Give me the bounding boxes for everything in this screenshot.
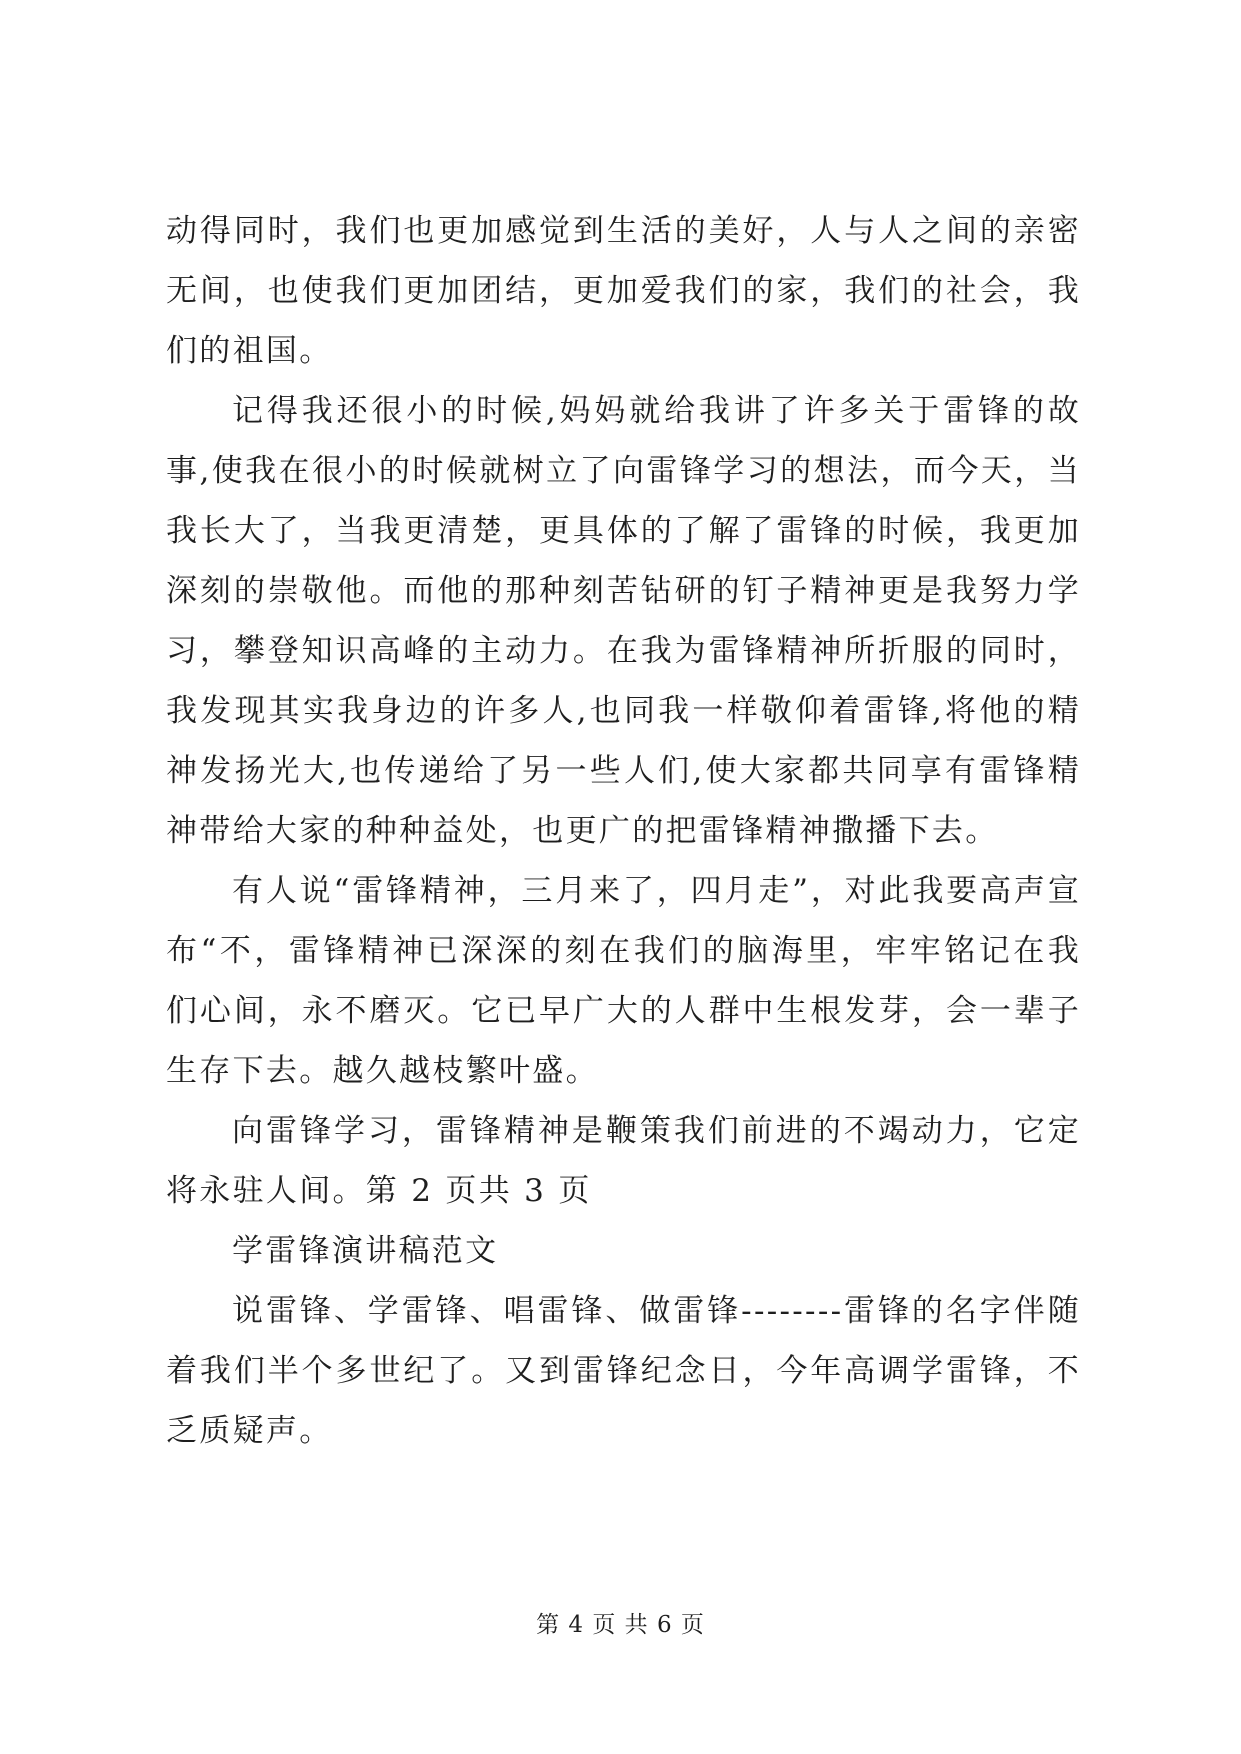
paragraph-continuation: 动得同时，我们也更加感觉到生活的美好，人与人之间的亲密无间，也使我们更加团结，更加爱我们的家，我们的社会，我们的祖国。	[166, 213, 1081, 369]
page-footer: 第 4 页 共 6 页	[536, 1612, 705, 1638]
paragraph: 记得我还很小的时候,妈妈就给我讲了许多关于雷锋的故事,使我在很小的时候就树立了向雷锋学习的想法，而今天，当我长大了，当我更清楚，更具体的了解了雷锋的时候，我更加深刻的崇敬他。而他的那种刻苦钻研的钉子精神更是我努力学习，攀登知识高峰的主动力。在我为雷锋精神所折服的同时，我发现其实我身边的许多人,也同我一样敬仰着雷锋,将他的精神发扬光大,也传递给了另一些人们,使大家都共同享有雷锋精神带给大家的种种益处，也更广的把雷锋精神撒播下去。	[166, 393, 1081, 849]
paragraph: 有人说“雷锋精神，三月来了，四月走”，对此我要高声宣布“不，雷锋精神已深深的刻在我们的脑海里，牢牢铭记在我们心间，永不磨灭。它已早广大的人群中生根发芽，会一辈子生存下去。越久越枝繁叶盛。	[166, 873, 1081, 1089]
paragraph: 说雷锋、学雷锋、唱雷锋、做雷锋--------雷锋的名字伴随着我们半个多世纪了。又到雷锋纪念日，今年高调学雷锋，不乏质疑声。	[166, 1293, 1081, 1449]
document-body	[166, 201, 1081, 1461]
section-title: 学雷锋演讲稿范文	[232, 1233, 499, 1269]
paragraph: 向雷锋学习，雷锋精神是鞭策我们前进的不竭动力，它定将永驻人间。第 2 页共 3 页	[166, 1113, 1081, 1209]
